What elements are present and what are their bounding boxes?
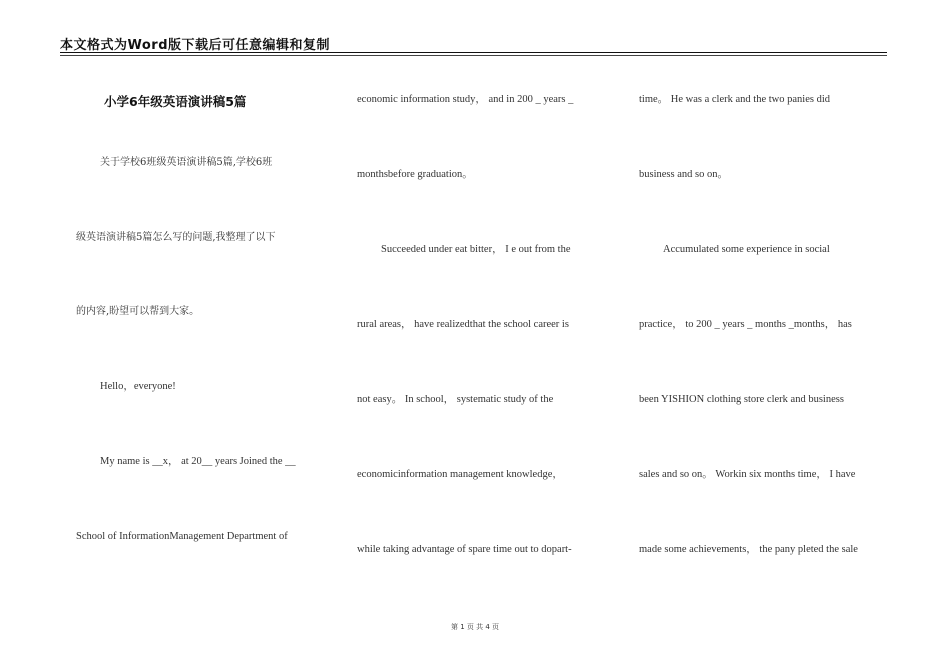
download-banner: 本文格式为Word版下载后可任意编辑和复制 [60, 38, 331, 53]
text-line: Hello，everyone! [100, 381, 176, 392]
text-line: sales and so on。 Workin six months time， I have [639, 469, 856, 480]
header-rule-bottom [60, 55, 887, 56]
text-line: business and so on。 [639, 169, 728, 180]
text-line: made some achievements， the pany pleted the sale [639, 544, 858, 555]
text-line: not easy。 In school， systematic study of the [357, 394, 554, 405]
text-line: 关于学校6班级英语演讲稿5篇,学校6班 [100, 157, 273, 168]
text-line: economic information study， and in 200 _ years _ [357, 94, 574, 105]
text-line: Succeeded under eat bitter， I e out from the [381, 244, 571, 255]
text-line: 的内容,盼望可以帮到大家。 [76, 306, 200, 317]
document-title: 小学6年级英语演讲稿5篇 [104, 94, 247, 109]
text-line: My name is __x， at 20__ years Joined the __ [100, 456, 296, 467]
text-line: while taking advantage of spare time out to dopart- [357, 544, 572, 555]
text-line: rural areas， have realizedthat the school career is [357, 319, 569, 330]
text-line: time。 He was a clerk and the two panies did [639, 94, 830, 105]
header-rule-top [60, 52, 887, 53]
text-line: economicinformation management knowledge， [357, 469, 563, 480]
text-line: Accumulated some experience in social [663, 244, 830, 255]
text-line: monthsbefore graduation。 [357, 169, 473, 180]
text-line: School of InformationManagement Department of [76, 531, 288, 542]
text-line: been YISHION clothing store clerk and business [639, 394, 844, 405]
text-line: 级英语演讲稿5篇怎么写的问题,我整理了以下 [76, 232, 276, 243]
text-line: practice， to 200 _ years _ months _months， has [639, 319, 852, 330]
page-footer: 第 1 页 共 4 页 [450, 623, 500, 631]
